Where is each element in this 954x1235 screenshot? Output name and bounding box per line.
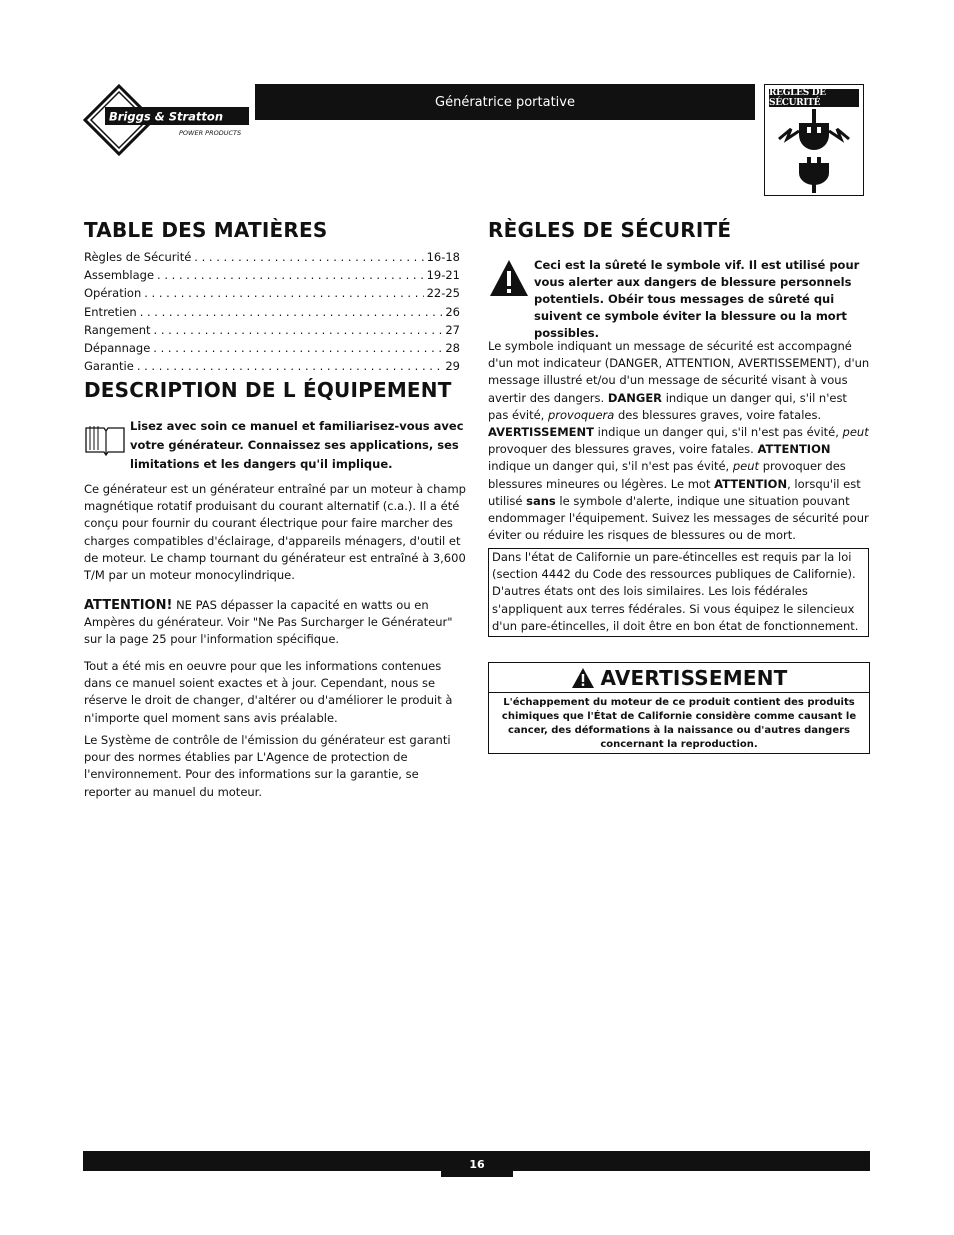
page-number: 16 (441, 1151, 513, 1177)
header-title: Génératrice portative (435, 94, 575, 110)
california-text: Dans l'état de Californie un pare-étincelles est requis par la loi (section 4442 du Code des ressources publiques de Californie). D'autres états ont des lois similaires. Les lois fédérales s'appliquent aux terres fédérales. Si vous équipez le silencieux d'un pare-étincelles, il doit être en bon état de fonctionnement. (492, 550, 859, 633)
warning-text: L'échappement du moteur de ce produit contient des produits chimiques que l'État de Californie considère comme causant le cancer, des déformations à la naissance ou d'autres dangers concernant la reproduction. (501, 697, 857, 750)
california-spark-arrester-box (488, 548, 869, 637)
safety-alert-note: Ceci est la sûreté le symbole vif. Il est utilisé pour vous alerter aux dangers de blessure personnels potentiels. Obéir tous messages de sûreté qui suivent ce symbole éviter la blessure ou la mort possibles. (534, 258, 860, 340)
warning-triangle-icon (488, 258, 530, 298)
description-paragraph-2: Tout a été mis en oeuvre pour que les informations contenues dans ce manuel soient exactes et à jour. Cependant, nous se réserve le droit de changer, d'altérer ou d'améliorer le produit à n'importe quel moment sans avis préalable. (84, 659, 453, 725)
warning-triangle-icon (571, 667, 595, 689)
brand-logo (83, 84, 253, 156)
header-title-bar (255, 84, 755, 120)
toc-item[interactable]: Règles de Sécurité . . . 16-18 (84, 248, 460, 266)
toc-item[interactable]: Assemblage . . . 19-21 (84, 266, 460, 284)
toc-item[interactable]: Dépannage . . . 28 (84, 339, 460, 357)
safety-heading: RÈGLES DE SÉCURITÉ (488, 218, 732, 242)
safety-rules-badge (764, 84, 864, 196)
description-paragraph-3: Le Système de contrôle de l'émission du générateur est garanti pour des normes établies par L'Agence de protection de l'environnement. Pour des informations sur la garantie, se reporter au manuel du moteur. (84, 733, 451, 799)
safety-tag: RÈGLES DE SÉCURITÉ (769, 89, 859, 107)
toc-item[interactable]: Rangement . . . 27 (84, 321, 460, 339)
attention-label: ATTENTION! (84, 598, 173, 613)
brand-sub: POWER PRODUCTS (179, 129, 242, 137)
toc-item[interactable]: Opération . . . 22-25 (84, 284, 460, 302)
toc-item[interactable]: Entretien . . . 26 (84, 303, 460, 321)
warning-header (489, 663, 869, 693)
description-paragraph-1: Ce générateur est un générateur entraîné par un moteur à champ magnétique rotatif produisant du courant alternatif (c.a.). Il a été conçu pour fournir du courant électrique pour faire marcher des charges compatibles d'éclairage, d'appareils ménagers, d'outil et de moteur. Le champ tournant du générateur est entraîné à 3,600 T/M par un moteur monocylindrique. (84, 482, 466, 583)
read-manual-note: Lisez avec soin ce manuel et familiarisez-vous avec votre générateur. Connaissez ses applications, ses limitations et les dangers qu'il implique. (130, 419, 464, 471)
plug-shock-icon (769, 109, 859, 193)
toc-item[interactable]: Garantie . . . 29 (84, 357, 460, 375)
warning-box (488, 662, 870, 754)
book-icon (84, 422, 126, 456)
toc-heading: TABLE DES MATIÈRES (84, 218, 328, 242)
safety-paragraph: Le symbole indiquant un message de sécurité est accompagné d'un mot indicateur (DANGER, ATTENTION, AVERTISSEMENT), d'un message illustré et/ou d'un message de sécurité visant à vous avertir des dangers. DANGER indique un danger qui, s'il n'est pas évité, provoquera des blessures graves, voire fatales. AVERTISSEMENT indique un danger qui, s'il n'est pas évité, peut provoquer des blessures graves, voire fatales. ATTENTION indique un danger qui, s'il n'est pas évité, peut provoquer des blessures mineures ou légères. Le mot ATTENTION, lorsqu'il est utilisé sans le symbole d'alerte, indique une situation pouvant endommager l'équipement. Suivez les messages de sécurité pour éviter ou réduire les risques de blessures ou de mort. (488, 339, 870, 543)
warning-title: AVERTISSEMENT (600, 665, 788, 690)
description-heading: DESCRIPTION DE L ÉQUIPEMENT (84, 378, 452, 402)
attention-paragraph: ATTENTION! NE PAS dépasser la capacité en watts ou en Ampères du générateur. Voir "Ne Pas Surcharger le Générateur" sur la page 25 pour l'information spécifique. (84, 598, 453, 647)
table-of-contents (84, 248, 460, 375)
brand-name: Briggs & Stratton (109, 109, 224, 124)
